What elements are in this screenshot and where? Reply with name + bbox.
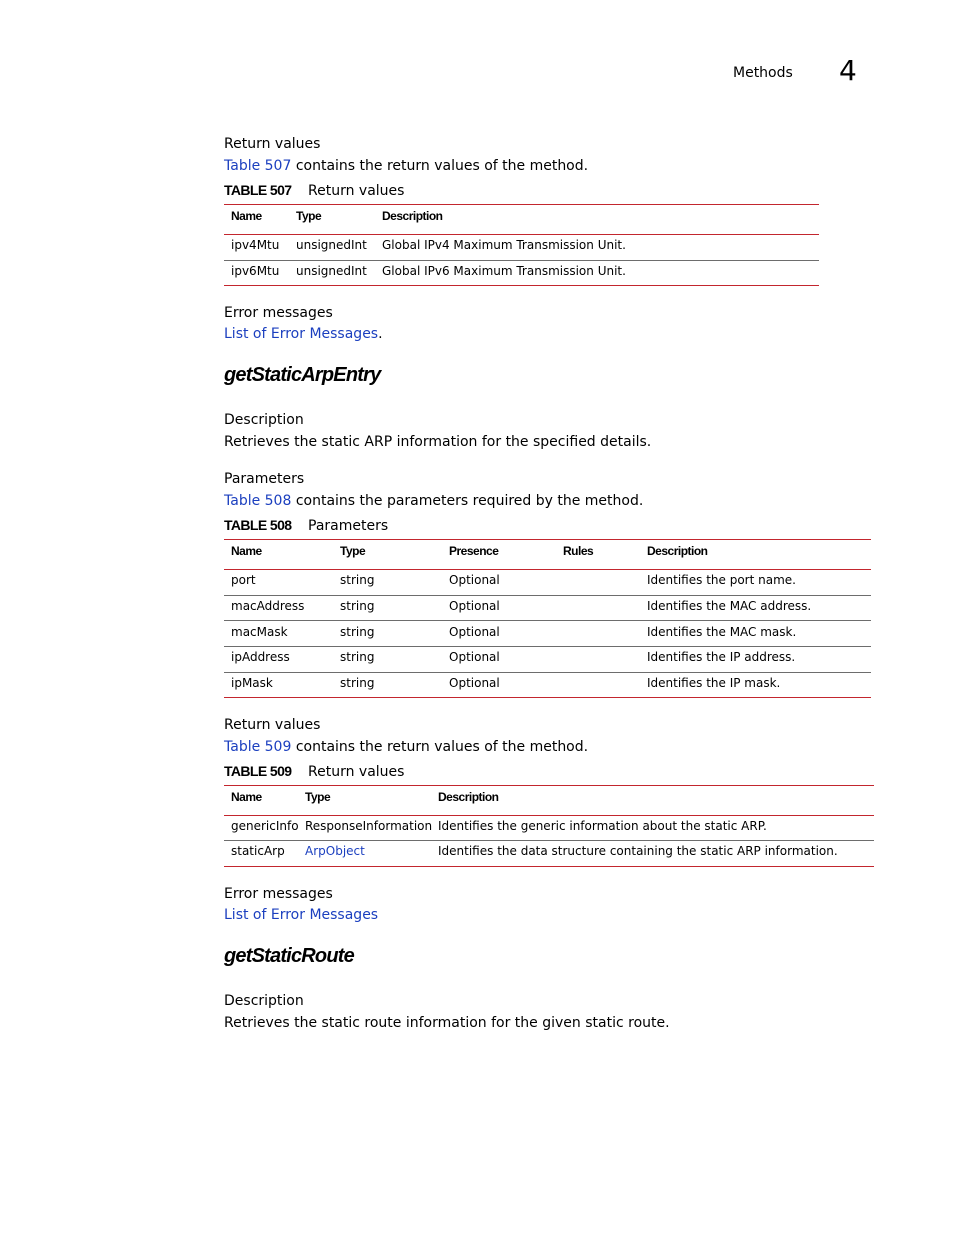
table-row-cell: string xyxy=(340,676,375,690)
table-508-header-type: Type xyxy=(340,544,366,558)
description-text-2: Retrieves the static route information for the given static route. xyxy=(224,1015,670,1031)
table-507-header-description: Description xyxy=(382,209,443,223)
table-row-divider xyxy=(224,840,874,841)
parameters-intro xyxy=(224,492,643,510)
table-508-header-rules: Rules xyxy=(563,544,594,558)
table-row-cell: Identifies the generic information about the static ARP. xyxy=(438,819,767,833)
table-row-cell: staticArp xyxy=(231,844,285,858)
description-text: Retrieves the static ARP information for the specified details. xyxy=(224,434,652,450)
table-row-cell: Optional xyxy=(449,676,500,690)
table-509-header-name: Name xyxy=(231,790,262,804)
table-509-header-type: Type xyxy=(305,790,331,804)
arpobject-link[interactable]: ArpObject xyxy=(305,844,365,858)
error-messages-line xyxy=(224,325,383,343)
parameters-intro-text: contains the parameters required by the method. xyxy=(291,493,644,509)
table-row-cell: Optional xyxy=(449,599,500,613)
error-messages-suffix: . xyxy=(378,326,383,342)
table-509-header-rule xyxy=(224,815,874,816)
table-row-cell: Optional xyxy=(449,625,500,639)
table-row-cell: string xyxy=(340,625,375,639)
table-row-cell: Global IPv6 Maximum Transmission Unit. xyxy=(382,264,626,278)
parameters-heading: Parameters xyxy=(224,471,305,487)
return-values-heading: Return values xyxy=(224,136,321,152)
table-row-cell: ipAddress xyxy=(231,650,290,664)
table-507-header-name: Name xyxy=(231,209,262,223)
table-508-title: Parameters xyxy=(308,518,389,534)
running-header-section: Methods xyxy=(733,65,793,81)
table-row-cell: Identifies the data structure containing the static ARP information. xyxy=(438,844,838,858)
table-509-link[interactable]: Table 509 xyxy=(224,739,292,755)
table-507-link[interactable]: Table 507 xyxy=(224,158,292,174)
return-values-intro-text-2: contains the return values of the method. xyxy=(291,739,589,755)
table-509-top-rule xyxy=(224,785,874,786)
table-row-cell: Global IPv4 Maximum Transmission Unit. xyxy=(382,238,626,252)
table-508-bottom-rule xyxy=(224,697,871,698)
table-row-divider xyxy=(224,595,871,596)
table-row-cell: string xyxy=(340,599,375,613)
table-row-cell: ipMask xyxy=(231,676,273,690)
table-507-top-rule xyxy=(224,204,819,205)
table-row-divider xyxy=(224,260,819,261)
chapter-number: 4 xyxy=(839,54,857,87)
table-509-caption xyxy=(224,763,404,780)
table-507-caption xyxy=(224,182,404,199)
return-values-intro-2 xyxy=(224,738,588,756)
error-messages-heading-2: Error messages xyxy=(224,886,333,902)
description-heading: Description xyxy=(224,412,304,428)
table-row-cell: Identifies the MAC address. xyxy=(647,599,812,613)
table-row-cell: Identifies the IP mask. xyxy=(647,676,781,690)
table-row-cell: Optional xyxy=(449,650,500,664)
table-507-header-rule xyxy=(224,234,819,235)
table-509-title: Return values xyxy=(308,764,405,780)
return-values-intro-text: contains the return values of the method. xyxy=(291,158,589,174)
method-title-getstaticroute: getStaticRoute xyxy=(224,945,354,967)
table-row-cell: ipv4Mtu xyxy=(231,238,280,252)
table-508-header-rule xyxy=(224,569,871,570)
table-509-id: TABLE 509 xyxy=(224,763,292,779)
table-row-cell: string xyxy=(340,650,375,664)
table-row-cell: Identifies the MAC mask. xyxy=(647,625,797,639)
table-row-cell: ipv6Mtu xyxy=(231,264,280,278)
table-row-cell: genericInfo xyxy=(231,819,299,833)
table-row-cell: ResponseInformation xyxy=(305,819,433,833)
table-508-caption xyxy=(224,517,388,534)
table-508-header-description: Description xyxy=(647,544,708,558)
table-row-cell: string xyxy=(340,573,375,587)
table-row-cell: unsignedInt xyxy=(296,238,367,252)
error-messages-heading: Error messages xyxy=(224,305,333,321)
table-508-id: TABLE 508 xyxy=(224,517,292,533)
return-values-intro xyxy=(224,157,588,175)
error-messages-link-2[interactable]: List of Error Messages xyxy=(224,907,379,923)
table-row-cell: unsignedInt xyxy=(296,264,367,278)
table-row-cell: port xyxy=(231,573,256,587)
table-507-bottom-rule xyxy=(224,285,819,286)
table-508-top-rule xyxy=(224,539,871,540)
table-507-title: Return values xyxy=(308,183,405,199)
table-508-header-name: Name xyxy=(231,544,262,558)
table-row-cell: Optional xyxy=(449,573,500,587)
table-row-divider xyxy=(224,620,871,621)
table-row-divider xyxy=(224,646,871,647)
table-509-bottom-rule xyxy=(224,866,874,867)
table-507-header-type: Type xyxy=(296,209,322,223)
return-values-heading-2: Return values xyxy=(224,717,321,733)
table-row-cell: Identifies the IP address. xyxy=(647,650,796,664)
table-508-link[interactable]: Table 508 xyxy=(224,493,292,509)
table-508-header-presence: Presence xyxy=(449,544,499,558)
table-row-cell: macMask xyxy=(231,625,288,639)
table-509-header-description: Description xyxy=(438,790,499,804)
description-heading-2: Description xyxy=(224,993,304,1009)
table-row-divider xyxy=(224,672,871,673)
table-507-id: TABLE 507 xyxy=(224,182,292,198)
table-row-cell: macAddress xyxy=(231,599,305,613)
method-title-getstaticarpentry: getStaticArpEntry xyxy=(224,364,381,386)
table-row-cell: Identifies the port name. xyxy=(647,573,796,587)
error-messages-link[interactable]: List of Error Messages xyxy=(224,326,379,342)
error-messages-line-2 xyxy=(224,906,378,924)
